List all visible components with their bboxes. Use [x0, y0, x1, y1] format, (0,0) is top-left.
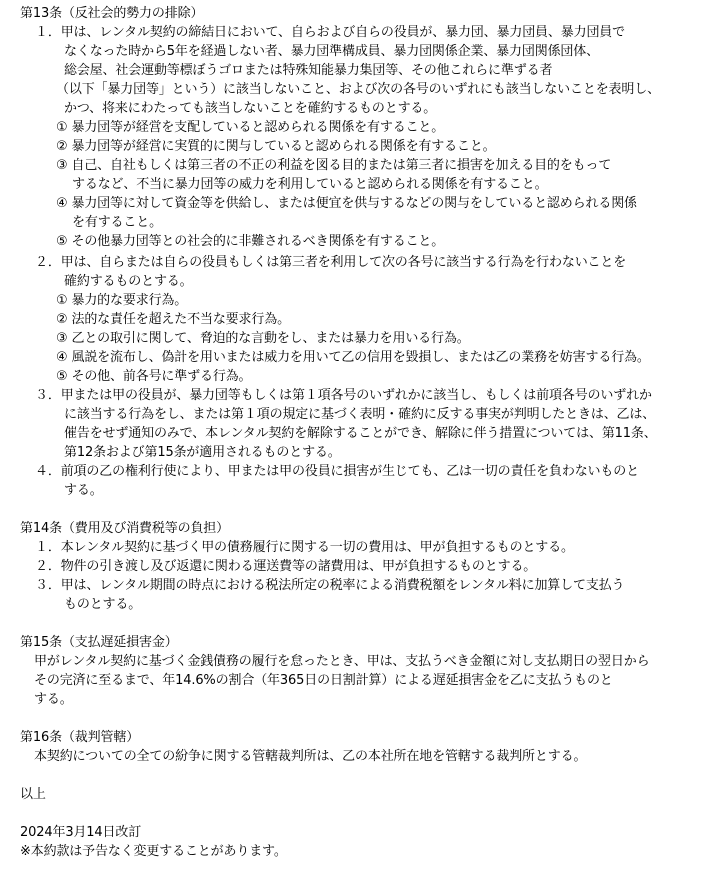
- article-13-item-1-sub-5: ⑤ その他暴力団等との社会的に非難されるべき関係を有すること。: [56, 234, 445, 249]
- article-15-line-3: する。: [34, 692, 73, 707]
- article-14-item-1: １．本レンタル契約に基づく甲の債務履行に関する一切の費用は、甲が負担するものとする。: [35, 540, 574, 555]
- article-13-item-1-sub-2: ② 暴力団等が経営に実質的に関与していると認められる関係を有すること。: [56, 139, 496, 154]
- article-15-heading: 第15条（支払遅延損害金）: [20, 635, 178, 650]
- article-14-item-3: ３．甲は、レンタル期間の時点における税法所定の税率による消費税額をレンタル料に加算して支払う: [35, 578, 625, 593]
- article-13-item-1-sub-3-cont: するなど、不当に暴力団等の威力を利用していると認められる関係を有すること。: [72, 177, 548, 192]
- article-13-item-3-line-2: に該当する行為をし、または第１項の規定に基づく表明・確約に反する事実が判明したときは、乙は、: [64, 407, 656, 422]
- closing-mark: 以上: [20, 787, 46, 802]
- article-13-item-1-line-5: かつ、将来にわたっても該当しないことを確約するものとする。: [64, 101, 437, 116]
- article-13-item-2-sub-1: ① 暴力的な要求行為。: [56, 293, 188, 308]
- article-13-item-2-line-1: ２．甲は、自らまたは自らの役員もしくは第三者を利用して次の各号に該当する行為を行わないことを: [35, 255, 627, 270]
- article-13-item-2-sub-3: ③ 乙との取引に関して、脅迫的な言動をし、または暴力を用いる行為。: [56, 331, 470, 346]
- article-14-item-2: ２．物件の引き渡し及び返還に関わる運送費等の諸費用は、甲が負担するものとする。: [35, 559, 537, 574]
- article-13-item-2-sub-5: ⑤ その他、前各号に準ずる行為。: [56, 369, 252, 384]
- article-16-body: 本契約についての全ての紛争に関する管轄裁判所は、乙の本社所在地を管轄する裁判所とする。: [34, 749, 587, 764]
- article-14-item-3-cont: ものとする。: [64, 597, 142, 612]
- article-13-item-3-line-3: 催告をせず通知のみで、本レンタル契約を解除することができ、解除に伴う措置については、第11条、: [64, 426, 657, 441]
- article-13-item-1-sub-4-cont: を有すること。: [72, 215, 162, 230]
- article-13-item-1-sub-4: ④ 暴力団等に対して資金等を供給し、または便宜を供与するなどの関与をしていると認められる関係: [56, 196, 637, 211]
- article-13-item-4-line-2: する。: [64, 483, 103, 498]
- change-notice: ※本約款は予告なく変更することがあります。: [20, 844, 287, 859]
- article-13-item-2-line-2: 確約するものとする。: [64, 274, 193, 289]
- article-13-item-2-sub-4: ④ 風説を流布し、偽計を用いまたは威力を用いて乙の信用を毀損し、または乙の業務を妨害する行為。: [56, 350, 650, 365]
- article-14-heading: 第14条（費用及び消費税等の負担）: [20, 521, 229, 536]
- article-13-item-2-sub-2: ② 法的な責任を超えた不当な要求行為。: [56, 312, 290, 327]
- article-13-item-3-line-1: ３．甲または甲の役員が、暴力団等もしくは第１項各号のいずれかに該当し、もしくは前項各号のいずれか: [35, 388, 652, 403]
- article-13-item-1-line-3: 総会屋、社会運動等標ぼうゴロまたは特殊知能暴力集団等、その他これらに準ずる者: [64, 63, 553, 78]
- article-13-item-3-line-4: 第12条および第15条が適用されるものとする。: [64, 445, 341, 460]
- article-13-item-1-sub-3: ③ 自己、自社もしくは第三者の不正の利益を図る目的または第三者に損害を加える目的をもって: [56, 158, 612, 173]
- article-13-item-1-line-2: なくなった時から5年を経過しない者、暴力団準構成員、暴力団関係企業、暴力団関係団体、: [64, 44, 599, 59]
- revision-date: 2024年3月14日改訂: [20, 825, 142, 840]
- article-13-item-1-sub-1: ① 暴力団等が経営を支配していると認められる関係を有すること。: [56, 120, 445, 135]
- article-16-heading: 第16条（裁判管轄）: [20, 730, 140, 745]
- article-13-item-1-line-4: （以下「暴力団等」という）に該当しないこと、および次の各号のいずれにも該当しないことを表明し、: [56, 82, 660, 97]
- article-13-item-1-line-1: １．甲は、レンタル契約の締結日において、自らおよび自らの役員が、暴力団、暴力団員、暴力団員で: [35, 25, 625, 40]
- article-15-line-1: 甲がレンタル契約に基づく金銭債務の履行を怠ったとき、甲は、支払うべき金額に対し支払期日の翌日から: [34, 654, 650, 669]
- article-13-item-4-line-1: ４．前項の乙の権利行使により、甲または甲の役員に損害が生じても、乙は一切の責任を負わないものと: [35, 464, 639, 479]
- article-13-heading: 第13条（反社会的勢力の排除）: [20, 6, 204, 21]
- article-15-line-2: その完済に至るまで、年14.6%の割合（年365日の日割計算）による遅延損害金を乙に支払うものと: [34, 673, 613, 688]
